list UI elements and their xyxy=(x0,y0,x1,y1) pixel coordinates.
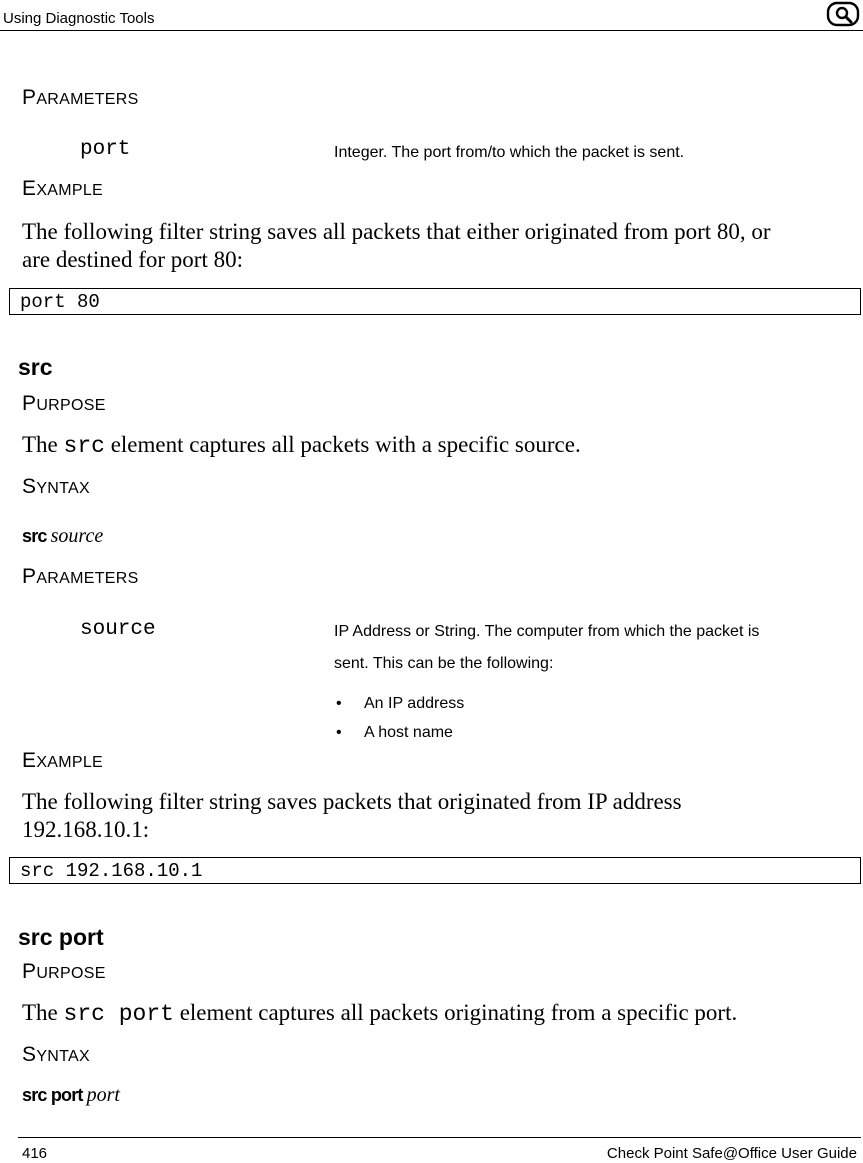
param-name-source: source xyxy=(80,618,156,641)
page-number: 416 xyxy=(22,1145,48,1162)
example-text-line: The following filter string saves all packets that either originated from port 80, or xyxy=(22,219,771,244)
inline-code: src xyxy=(63,433,105,459)
inline-code: src port xyxy=(63,1001,174,1027)
example-heading: EXAMPLE xyxy=(22,177,104,200)
footer-rule xyxy=(18,1137,861,1138)
param-desc-source: sent. This can be the following: xyxy=(334,655,554,672)
purpose-heading: PURPOSE xyxy=(22,392,106,415)
guide-title: Check Point Safe@Office User Guide xyxy=(606,1145,857,1162)
syntax-heading: SYNTAX xyxy=(22,1043,90,1066)
param-desc-port: Integer. The port from/to which the packet is sent. xyxy=(334,144,685,161)
purpose-heading: PURPOSE xyxy=(22,960,106,983)
code-example-src: src 192.168.10.1 xyxy=(9,857,861,884)
syntax-heading: SYNTAX xyxy=(22,475,90,498)
running-header-title: Using Diagnostic Tools xyxy=(3,10,155,27)
syntax-line: src port port xyxy=(22,1084,120,1106)
code-example-port: port 80 xyxy=(9,288,861,315)
parameters-heading: PARAMETERS xyxy=(22,86,139,109)
example-heading: EXAMPLE xyxy=(22,749,104,772)
example-text-line: are destined for port 80: xyxy=(22,247,243,272)
param-desc-source: IP Address or String. The computer from which the packet is xyxy=(334,623,760,640)
parameters-heading: PARAMETERS xyxy=(22,565,139,588)
section-title-src: src xyxy=(18,354,53,380)
section-title-src-port: src port xyxy=(18,924,104,950)
list-item: • An IP address xyxy=(336,695,465,712)
purpose-text: The src element captures all packets with a specific source. xyxy=(22,432,581,459)
purpose-text: The src port element captures all packets originating from a specific port. xyxy=(22,1000,738,1027)
example-text-line: 192.168.10.1: xyxy=(22,817,150,842)
param-name-port: port xyxy=(80,138,131,161)
magnifier-badge-icon xyxy=(826,1,860,32)
list-item: • A host name xyxy=(336,724,453,741)
header-rule xyxy=(0,30,863,31)
example-text-line: The following filter string saves packets that originated from IP address xyxy=(22,789,682,814)
syntax-line: src source xyxy=(22,525,104,547)
